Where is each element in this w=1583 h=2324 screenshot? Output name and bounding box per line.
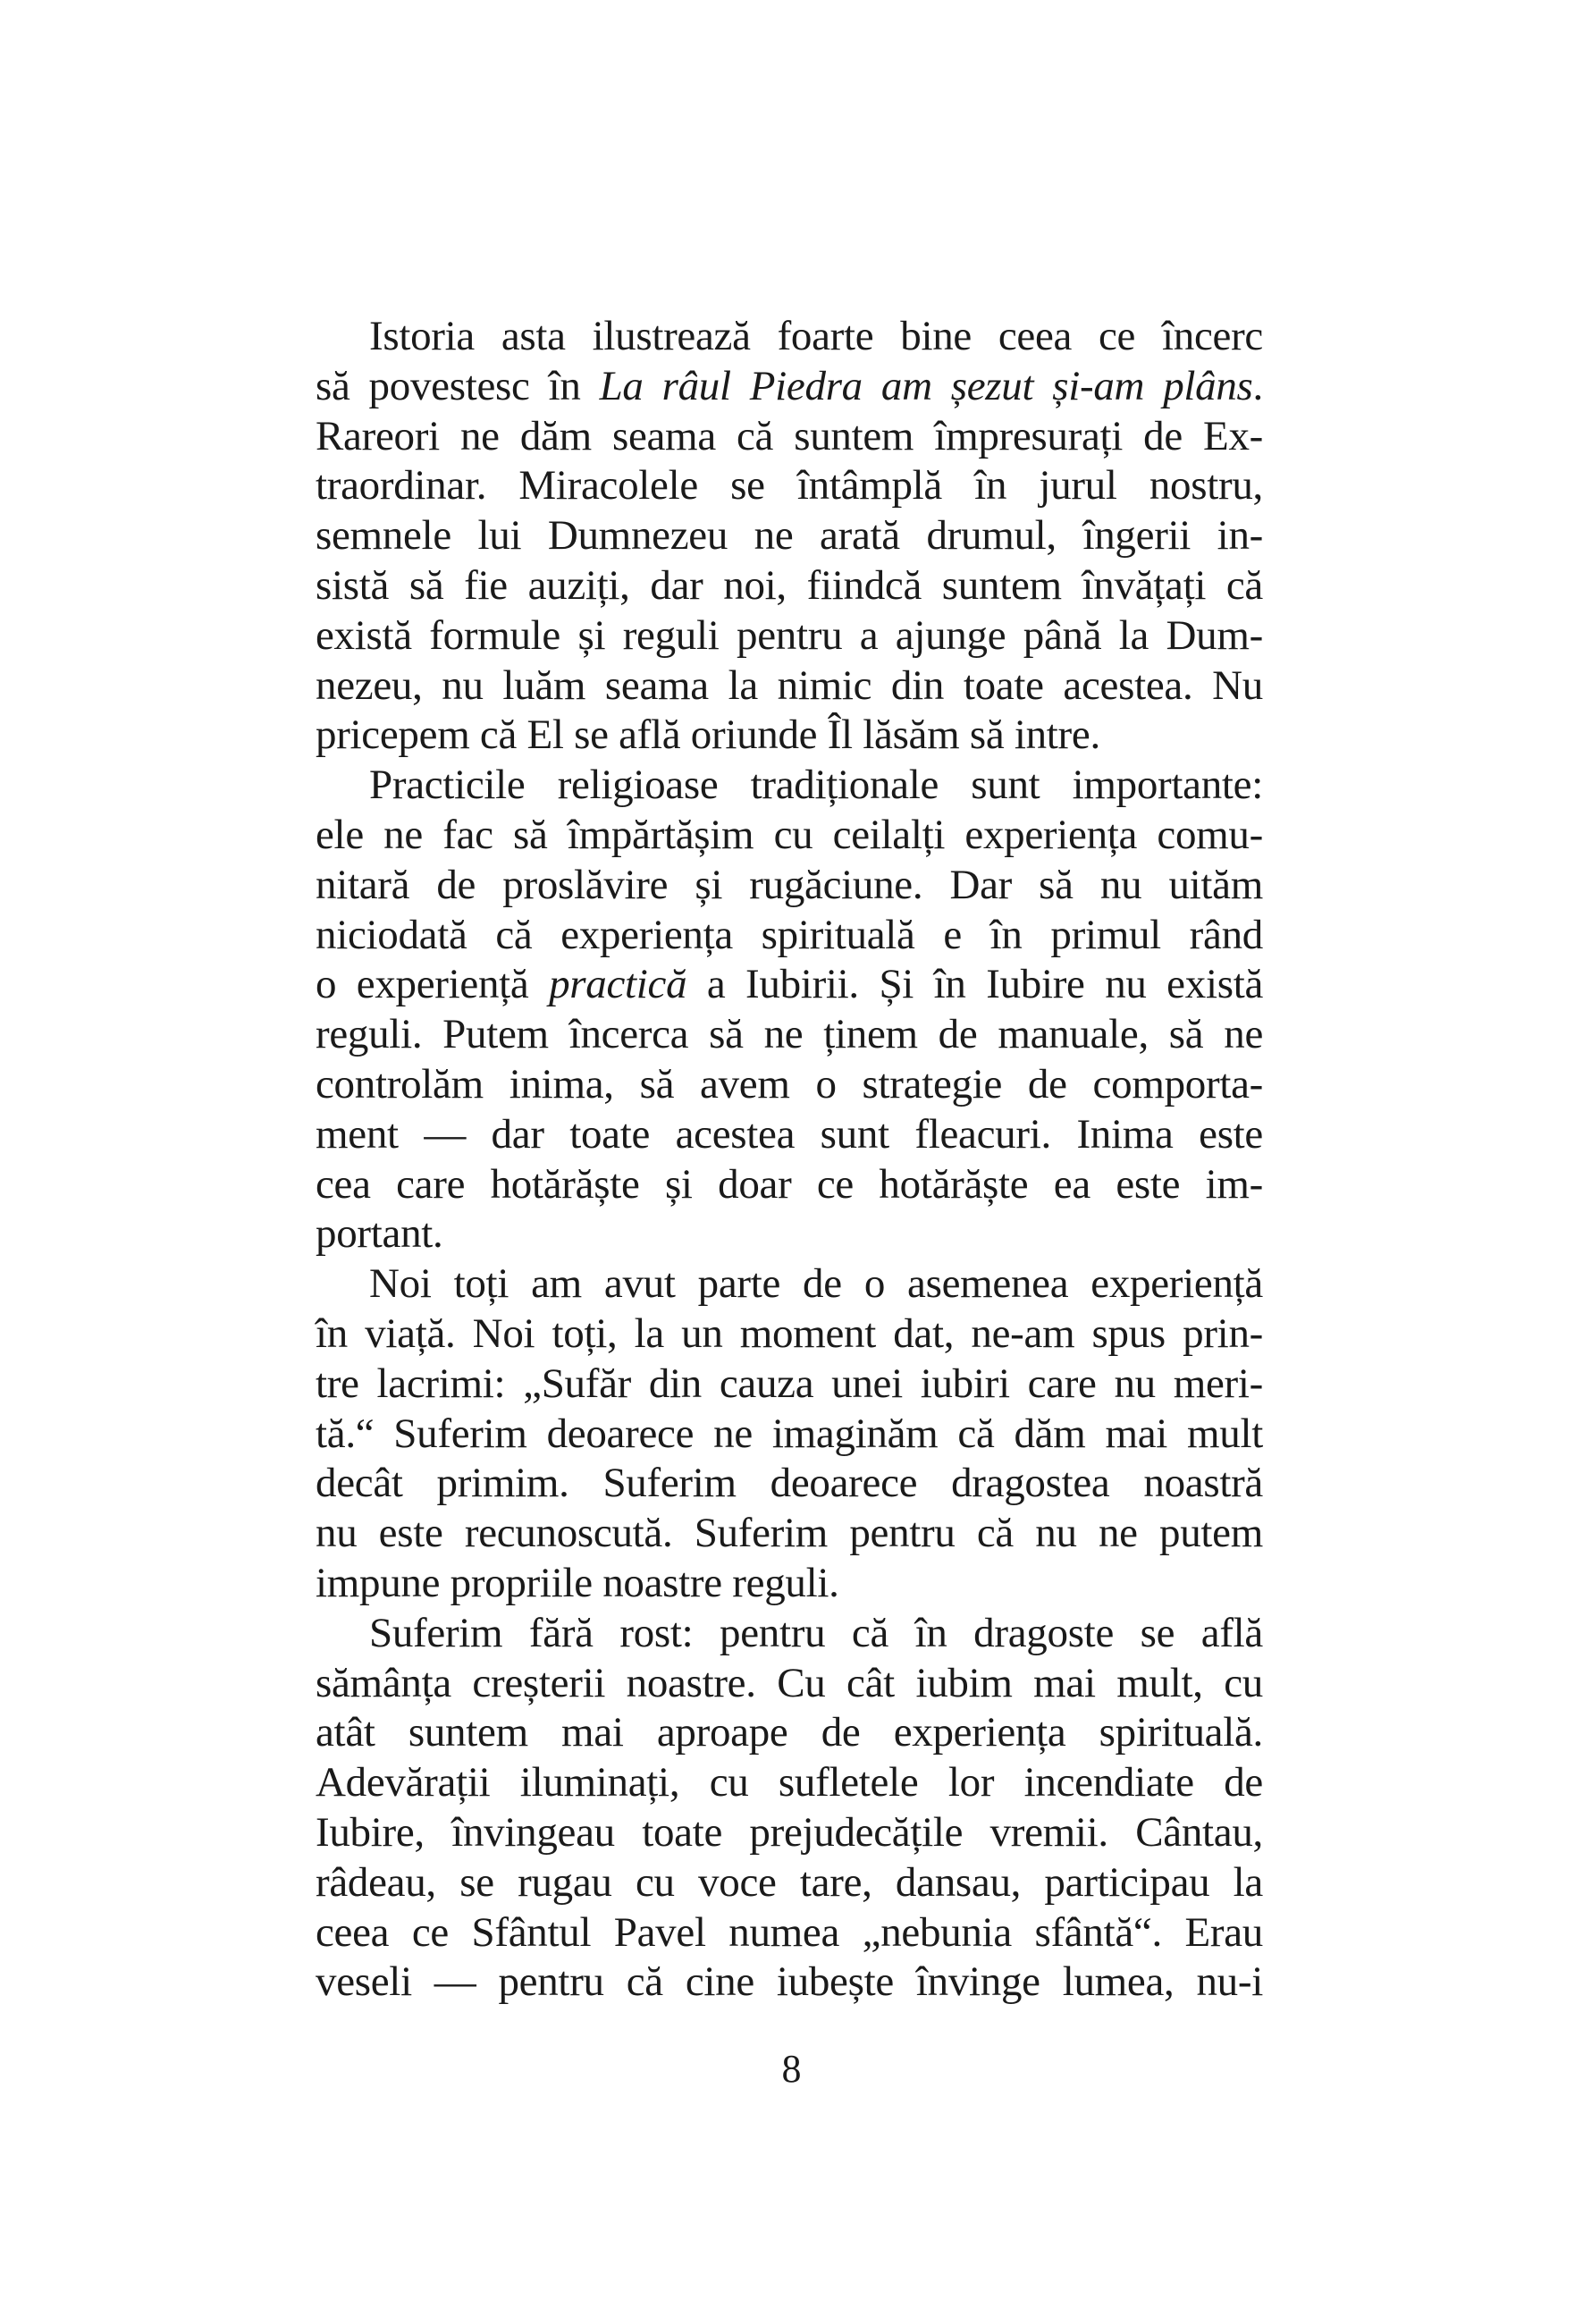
line-text: Iubire, învingeau toate prejudecățile vremii. Cântau, [316,1808,1263,1856]
text-line [316,811,1263,861]
line-text: nitară de proslăvire și rugăciune. Dar să nu uităm [316,861,1263,908]
text-line [316,1360,1263,1410]
text-line [316,1808,1263,1858]
text-line [316,1209,1263,1259]
line-text: semnele lui Dumnezeu ne arată drumul, îngerii in- [316,512,1263,560]
line-text: Rareori ne dăm seama că suntem împresurați de Ex- [316,412,1263,459]
text-line [316,362,1263,412]
text-line [316,1060,1263,1110]
line-text: atât suntem mai aproape de experiența spirituală. [316,1709,1263,1756]
text-line [316,312,1263,362]
line-text: nu este recunoscută. Suferim pentru că nu ne putem [316,1510,1263,1557]
text-line [316,861,1263,911]
line-text: niciodată că experiența spirituală e în primul rând [316,911,1263,958]
text-line [316,1908,1263,1958]
page-number: 8 [781,2047,802,2091]
text-line [316,1110,1263,1160]
line-text: Noi toți am avut parte de o asemenea experiență [369,1260,1263,1308]
line-text: Practicile religioase tradiționale sunt importante: [369,762,1263,809]
line-text: controlăm inima, să avem o strategie de comporta- [316,1060,1263,1107]
paragraph-4 [316,1609,1263,2008]
line-text-pre: să povestesc în [316,362,600,409]
line-text-post: a Iubirii. Și în Iubire nu există [686,961,1264,1008]
paragraph-1 [316,312,1263,761]
text-line [316,761,1263,811]
line-text: în viață. Noi toți, la un moment dat, ne-am spus prin- [316,1309,1263,1357]
text-line [316,1410,1263,1460]
line-text: tre lacrimi: „Sufăr din cauza unei iubiri care nu meri- [316,1360,1263,1407]
body-text [316,312,1263,2008]
text-line [316,1858,1263,1908]
text-line [316,1659,1263,1709]
line-text: Suferim fără rost: pentru că în dragoste se află [369,1609,1263,1656]
text-line [316,711,1263,761]
text-line [316,1708,1263,1758]
line-text: impune propriile noastre reguli. [316,1559,839,1606]
text-line [316,911,1263,961]
line-text: cea care hotărăște și doar ce hotărăște ea este im- [316,1160,1263,1208]
paragraph-3 [316,1259,1263,1609]
line-text [316,363,1263,409]
line-text [316,961,1263,1007]
line-text: ment — dar toate acestea sunt fleacuri. Inima este [316,1110,1263,1158]
text-line [316,511,1263,561]
line-text-post: . [1252,362,1263,409]
line-text: sămânța creșterii noastre. Cu cât iubim mai mult, cu [316,1659,1263,1706]
line-text: ele ne fac să împărtășim cu ceilalți experiența comu- [316,811,1263,858]
text-line [316,1459,1263,1509]
book-title-italic: La râul Piedra am șezut și-am plâns [599,362,1253,409]
line-text: tă.“ Suferim deoarece ne imaginăm că dăm mai mult [316,1410,1263,1457]
emphasis-italic: practică [549,961,687,1008]
line-text: reguli. Putem încerca să ne ținem de manuale, să ne [316,1011,1263,1058]
text-line [316,561,1263,611]
line-text: veseli — pentru că cine iubește învinge lumea, nu-i [316,1958,1263,2006]
text-line [316,1309,1263,1360]
line-text: pricepem că El se află oriunde Îl lăsăm să intre. [316,712,1100,759]
text-line [316,611,1263,661]
line-text: râdeau, se rugau cu voce tare, dansau, participau la [316,1858,1263,1906]
line-text: nezeu, nu luăm seama la nimic din toate acestea. Nu [316,661,1263,709]
text-line [316,1609,1263,1659]
text-line [316,1758,1263,1808]
line-text: sistă să fie auziți, dar noi, fiindcă suntem învățați că [316,561,1263,609]
line-text: Istoria asta ilustrează foarte bine ceea ce încerc [369,313,1263,359]
text-line [316,1259,1263,1309]
text-line [316,412,1263,462]
line-text: ceea ce Sfântul Pavel numea „nebunia sfântă“. Erau [316,1908,1263,1956]
text-line [316,960,1263,1010]
paragraph-2 [316,761,1263,1259]
line-text: Adevărații iluminați, cu sufletele lor incendiate de [316,1759,1263,1806]
text-line [316,1010,1263,1060]
text-line [316,1559,1263,1609]
text-line [316,1160,1263,1210]
line-text-pre: o experiență [316,961,550,1008]
text-line [316,1958,1263,2008]
text-line [316,661,1263,712]
text-line [316,1509,1263,1559]
text-line [316,461,1263,511]
line-text: traordinar. Miracolele se întâmplă în jurul nostru, [316,462,1263,509]
line-text: decât primim. Suferim deoarece dragostea noastră [316,1460,1263,1507]
line-text: portant. [316,1210,443,1258]
line-text: există formule și reguli pentru a ajunge până la Dum- [316,611,1263,659]
